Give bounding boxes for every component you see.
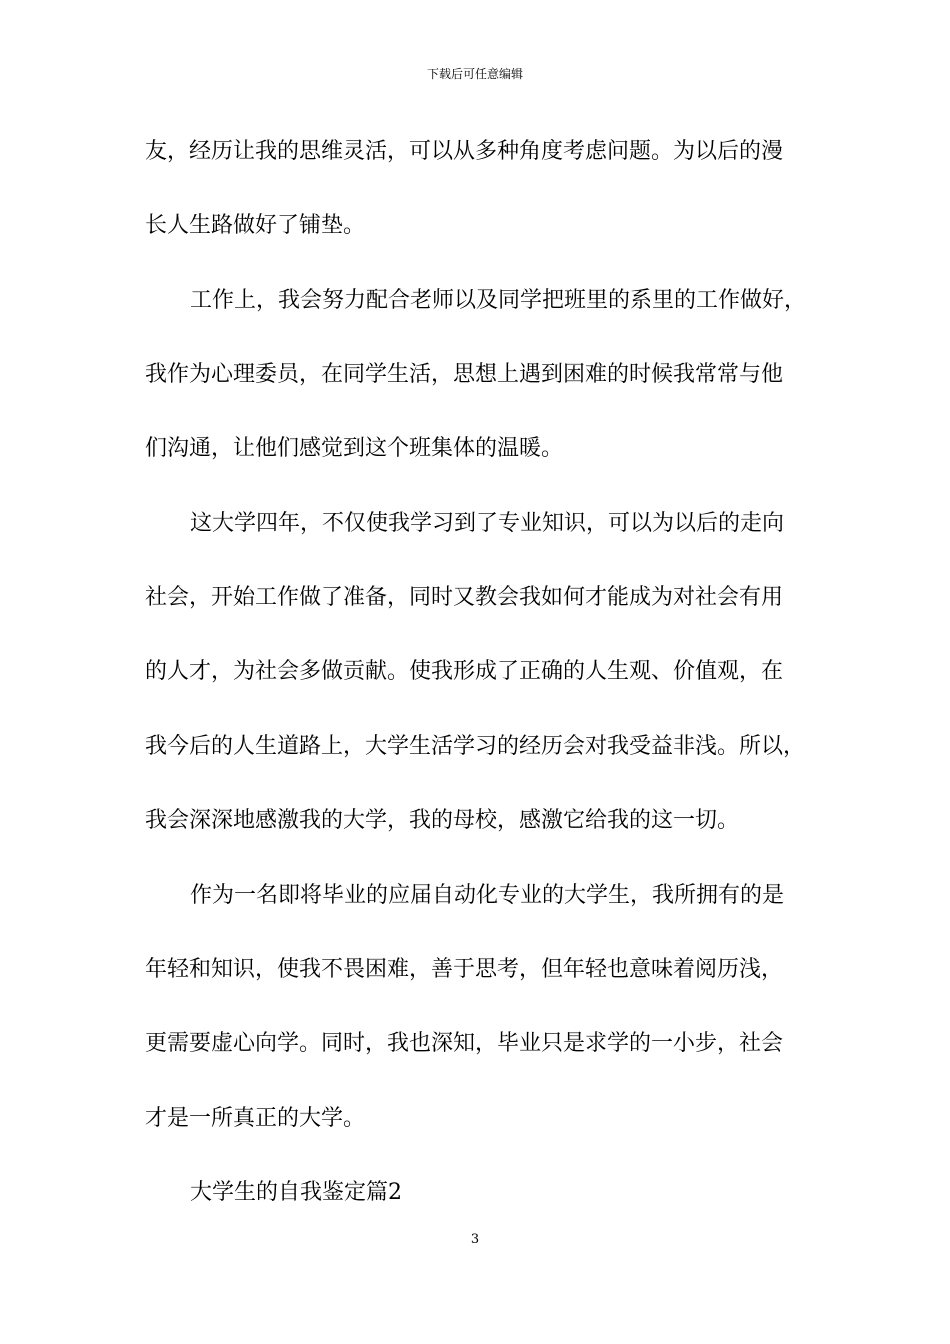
- paragraph-start-line: 这大学四年，不仅使我学习到了专业知识，可以为以后的走向: [190, 511, 785, 536]
- body-line: 才是一所真正的大学。: [145, 1106, 366, 1131]
- body-line: 我作为心理委员，在同学生活，思想上遇到困难的时候我常常与他: [145, 362, 784, 387]
- body-line: 友，经历让我的思维灵活，可以从多种角度考虑问题。为以后的漫: [145, 139, 784, 164]
- body-line: 我今后的人生道路上，大学生活学习的经历会对我受益非浅。所以，: [145, 734, 806, 759]
- body-line: 年轻和知识，使我不畏困难，善于思考，但年轻也意味着阅历浅，: [145, 957, 784, 982]
- body-line: 的人才，为社会多做贡献。使我形成了正确的人生观、价值观，在: [145, 659, 784, 684]
- body-line: 我会深深地感激我的大学，我的母校，感激它给我的这一切。: [145, 808, 740, 833]
- paragraph-start-line: 作为一名即将毕业的应届自动化专业的大学生，我所拥有的是: [190, 883, 785, 908]
- body-line: 长人生路做好了铺垫。: [145, 213, 366, 238]
- page-header-note: 下载后可任意编辑: [426, 67, 523, 81]
- body-line: 更需要虚心向学。同时，我也深知，毕业只是求学的一小步，社会: [145, 1031, 784, 1056]
- section-heading: 大学生的自我鉴定篇2: [190, 1180, 402, 1205]
- paragraph-start-line: 工作上，我会努力配合老师以及同学把班里的系里的工作做好，: [190, 288, 807, 313]
- page-number: 3: [470, 1232, 480, 1247]
- body-line: 社会，开始工作做了准备，同时又教会我如何才能成为对社会有用: [145, 585, 784, 610]
- body-line: 们沟通，让他们感觉到这个班集体的温暖。: [145, 436, 564, 461]
